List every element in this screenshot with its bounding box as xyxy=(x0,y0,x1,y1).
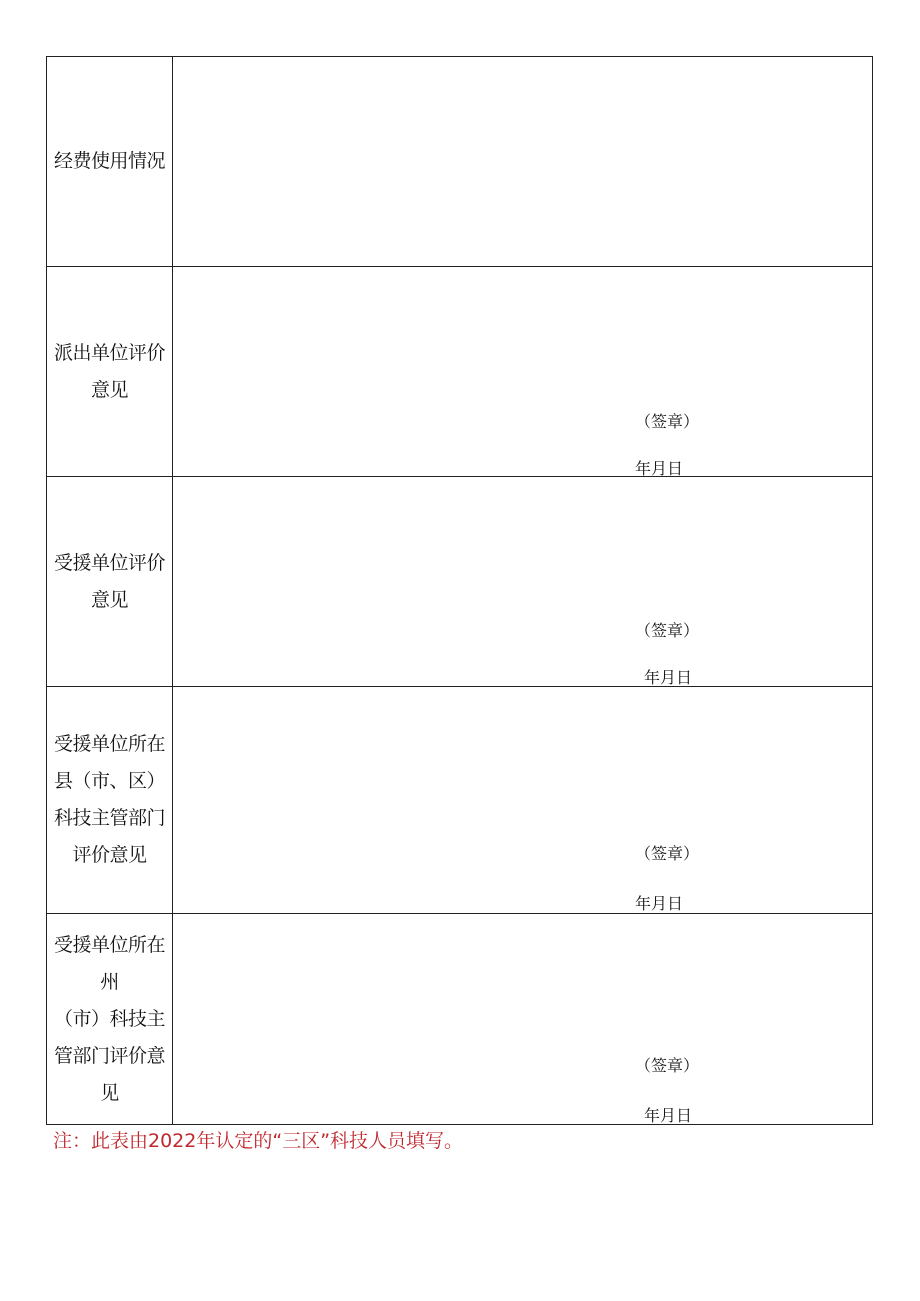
row-label-line: 受援单位所在 xyxy=(53,933,165,956)
row-label-line: （市）科技主 xyxy=(53,1007,165,1030)
row-label-line: 管部门评价意 xyxy=(53,1044,165,1067)
stamp-label: （签章） xyxy=(635,844,700,863)
date-label: 年月日 xyxy=(644,1106,693,1125)
row-label-line: 评价意见 xyxy=(72,844,147,866)
row-label-line: 意见 xyxy=(90,588,128,611)
row-label-dispatching-unit xyxy=(47,267,173,477)
row-label-line: 受援单位所在 xyxy=(53,733,165,755)
stamp-label: （签章） xyxy=(635,621,700,640)
row-label-line: 经费使用情况 xyxy=(53,150,165,172)
row-label-receiving-unit xyxy=(47,477,173,687)
county-department-content-cell[interactable] xyxy=(173,687,873,914)
table-row xyxy=(47,267,873,477)
row-label-line: 意见 xyxy=(90,378,128,401)
row-label-line: 派出单位评价 xyxy=(53,341,165,364)
funding-usage-content-cell[interactable] xyxy=(173,57,873,267)
form-note: 注：此表由2022年认定的“三区”科技人员填写。 xyxy=(53,1130,464,1152)
table-row xyxy=(47,914,873,1125)
row-label-line: 州 xyxy=(100,970,119,993)
receiving-unit-content-cell[interactable] xyxy=(173,477,873,687)
date-label: 年月日 xyxy=(635,459,684,478)
row-label-line: 见 xyxy=(100,1081,119,1104)
dispatching-unit-content-cell[interactable] xyxy=(173,267,873,477)
stamp-label: （签章） xyxy=(635,1056,700,1075)
row-label-line: 受援单位评价 xyxy=(53,551,165,574)
row-label-line: 科技主管部门 xyxy=(53,807,165,829)
stamp-label: （签章） xyxy=(635,412,700,431)
row-label-prefecture-department xyxy=(47,914,173,1125)
table-row xyxy=(47,477,873,687)
table-row xyxy=(47,687,873,914)
row-label-county-department xyxy=(47,687,173,914)
row-label-line: 县（市、区） xyxy=(53,770,165,792)
row-label-funding-usage xyxy=(47,57,173,267)
prefecture-department-content-cell[interactable] xyxy=(173,914,873,1125)
date-label: 年月日 xyxy=(644,668,693,687)
evaluation-form-table xyxy=(46,56,873,1125)
table-row xyxy=(47,57,873,267)
date-label: 年月日 xyxy=(635,894,684,913)
